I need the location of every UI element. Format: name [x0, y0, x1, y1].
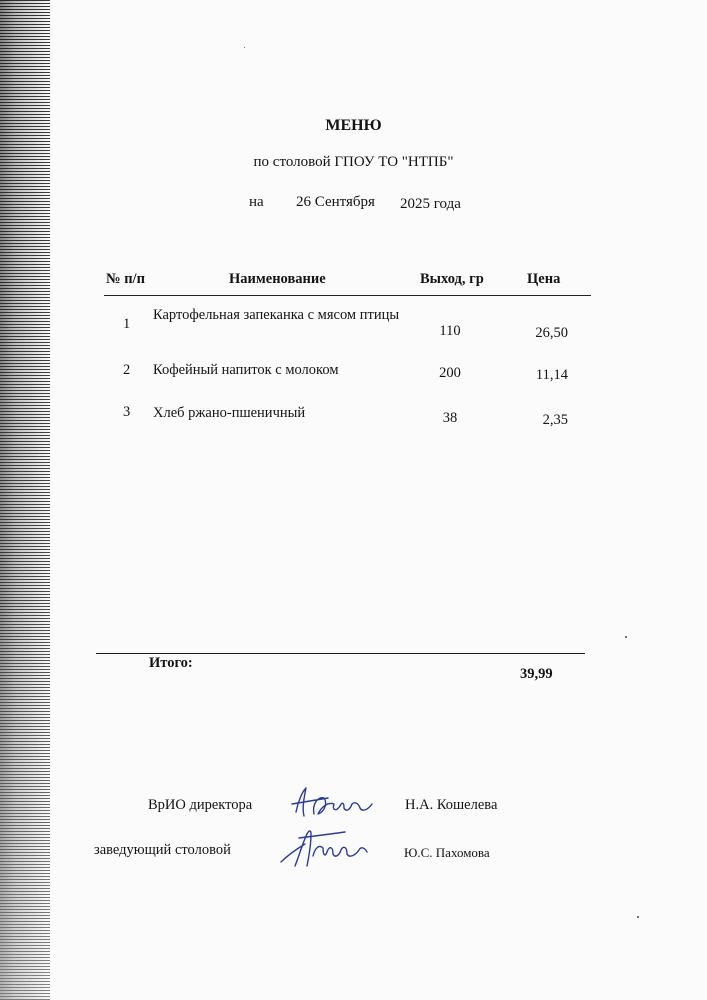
scan-speck [637, 916, 639, 918]
date-day: 26 Сентября [296, 194, 375, 210]
scan-edge-artifact [0, 0, 50, 1000]
date-year: 2025 года [400, 196, 461, 212]
column-header-name: Наименование [229, 271, 326, 287]
menu-title: МЕНЮ [325, 117, 382, 134]
row-price: 2,35 [542, 412, 568, 428]
total-value: 39,99 [520, 666, 553, 682]
row-number: 2 [123, 362, 131, 378]
row-yield: 200 [439, 365, 461, 381]
column-header-price: Цена [527, 271, 561, 287]
director-signature [288, 784, 374, 822]
row-name: Хлеб ржано-пшеничный [153, 405, 306, 421]
row-price: 11,14 [535, 367, 568, 383]
date-prefix: на [249, 194, 264, 210]
row-name: Кофейный напиток с молоком [153, 362, 339, 378]
scan-speck [244, 47, 245, 48]
row-yield: 38 [442, 410, 458, 426]
row-name: Картофельная запеканка с мясом птицы [153, 307, 400, 323]
column-header-yield: Выход, гр [420, 271, 484, 287]
row-number: 1 [123, 316, 131, 332]
director-role: ВрИО директора [148, 797, 253, 813]
header-divider [104, 295, 591, 296]
canteen-manager-signature [275, 826, 370, 872]
scan-speck [625, 636, 627, 638]
menu-subtitle: по столовой ГПОУ ТО "НТПБ" [253, 154, 454, 170]
director-name: Н.А. Кошелева [405, 797, 498, 813]
canteen-manager-name: Ю.С. Пахомова [404, 845, 490, 860]
row-price: 26,50 [535, 325, 568, 341]
column-header-number: № п/п [106, 271, 145, 287]
total-divider [96, 653, 585, 654]
total-label: Итого: [149, 655, 193, 671]
row-number: 3 [123, 404, 131, 420]
row-yield: 110 [439, 323, 461, 339]
canteen-manager-role: заведующий столовой [94, 842, 231, 858]
